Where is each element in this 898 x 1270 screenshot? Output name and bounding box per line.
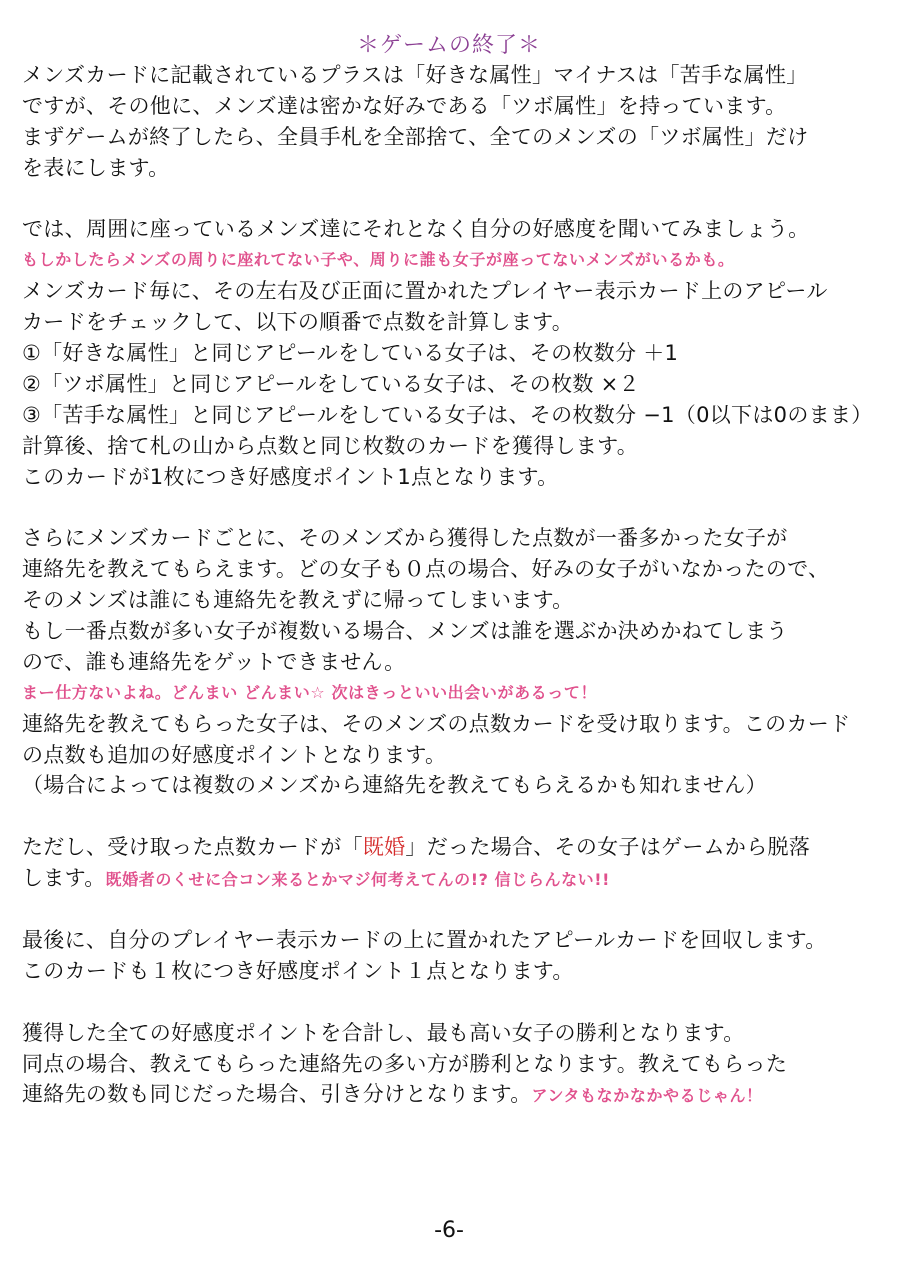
scoring-rule-3: ③「苦手な属性」と同じアピールをしている女子は、その枚数分 −1（0以下は0のまま） [22,402,873,427]
text-line: このカードが1枚につき好感度ポイント1点となります。 [22,464,559,489]
blank-line [22,492,882,523]
text-line: さらにメンズカードごとに、そのメンズから獲得した点数が一番多かった女子が [22,526,788,551]
text-line: の点数も追加の好感度ポイントとなります。 [22,742,447,767]
aside-note: アンタもなかなかやるじゃん！ [531,1086,763,1106]
blank-line [22,894,882,925]
text-line: 連絡先を教えてもらった女子は、そのメンズの点数カードを受け取ります。このカード [22,711,851,736]
aside-note: 既婚者のくせに合コン来るとかマジ何考えてんの!? 信じらんない!! [105,870,611,890]
text-line: メンズカードに記載されているプラスは「好きな属性」マイナスは「苦手な属性」 [22,63,808,87]
aside-note: もしかしたらメンズの周りに座れてない子や、周りに誰も女子が座ってないメンズがいるかも。 [22,250,735,270]
text-line: もし一番点数が多い女子が複数いる場合、メンズは誰を選ぶか決めかねてしまう [22,619,788,644]
text-segment: 」だった場合、その女子はゲームから脱落 [405,835,811,860]
text-line-last [22,1079,882,1110]
text-line: 最後に、自分のプレイヤー表示カードの上に置かれたアピールカードを回収します。 [22,927,827,952]
rules-body [22,60,882,1110]
text-line: このカードも１枚につき好感度ポイント１点となります。 [22,958,574,983]
blank-line [22,184,882,215]
text-line: では、周囲に座っているメンズ達にそれとなく自分の好感度を聞いてみましょう。 [22,217,810,242]
text-line: ですが、その他に、メンズ達は密かな好みである「ツボ属性」を持っています。 [22,93,787,118]
scoring-rule-1: ①「好きな属性」と同じアピールをしている女子は、その枚数分 ＋1 [22,341,679,366]
text-line: 連絡先を教えてもらえます。どの女子も０点の場合、好みの女子がいなかったので、 [22,557,830,582]
text-segment: 連絡先の数も同じだった場合、引き分けとなります。 [22,1082,532,1107]
text-line: 計算後、捨て札の山から点数と同じ枚数のカードを獲得します。 [22,433,639,458]
text-line: 獲得した全ての好感度ポイントを合計し、最も高い女子の勝利となります。 [22,1020,745,1045]
highlight-word: 既婚 [362,835,406,860]
text-line: そのメンズは誰にも連絡先を教えずに帰ってしまいます。 [22,588,574,613]
aside-note: まー仕方ないよね。どんまい どんまい☆ 次はきっといい出会いがあるって！ [22,682,598,702]
text-line-married [22,832,882,863]
text-segment: します。 [22,866,106,891]
blank-line [22,987,882,1018]
page-number: -6- [434,1218,464,1243]
blank-line [22,801,882,832]
text-segment: ただし、受け取った点数カードが「 [22,835,363,860]
text-line: メンズカード毎に、その左右及び正面に置かれたプレイヤー表示カード上のアピール [22,279,828,304]
text-line: を表にします。 [22,155,170,180]
text-line: （場合によっては複数のメンズから連絡先を教えてもらえるかも知れません） [22,773,767,798]
text-line: 同点の場合、教えてもらった連絡先の多い方が勝利となります。教えてもらった [22,1051,788,1076]
text-line: ので、誰も連絡先をゲットできません。 [22,649,406,674]
text-line: まずゲームが終了したら、全員手札を全部捨て、全てのメンズの「ツボ属性」だけ [22,124,809,149]
scoring-rule-2: ②「ツボ属性」と同じアピールをしている女子は、その枚数 ×２ [22,371,640,396]
section-title: ＊ゲームの終了＊ [356,33,541,58]
text-line: カードをチェックして、以下の順番で点数を計算します。 [22,310,574,335]
text-line-married-2 [22,863,882,894]
